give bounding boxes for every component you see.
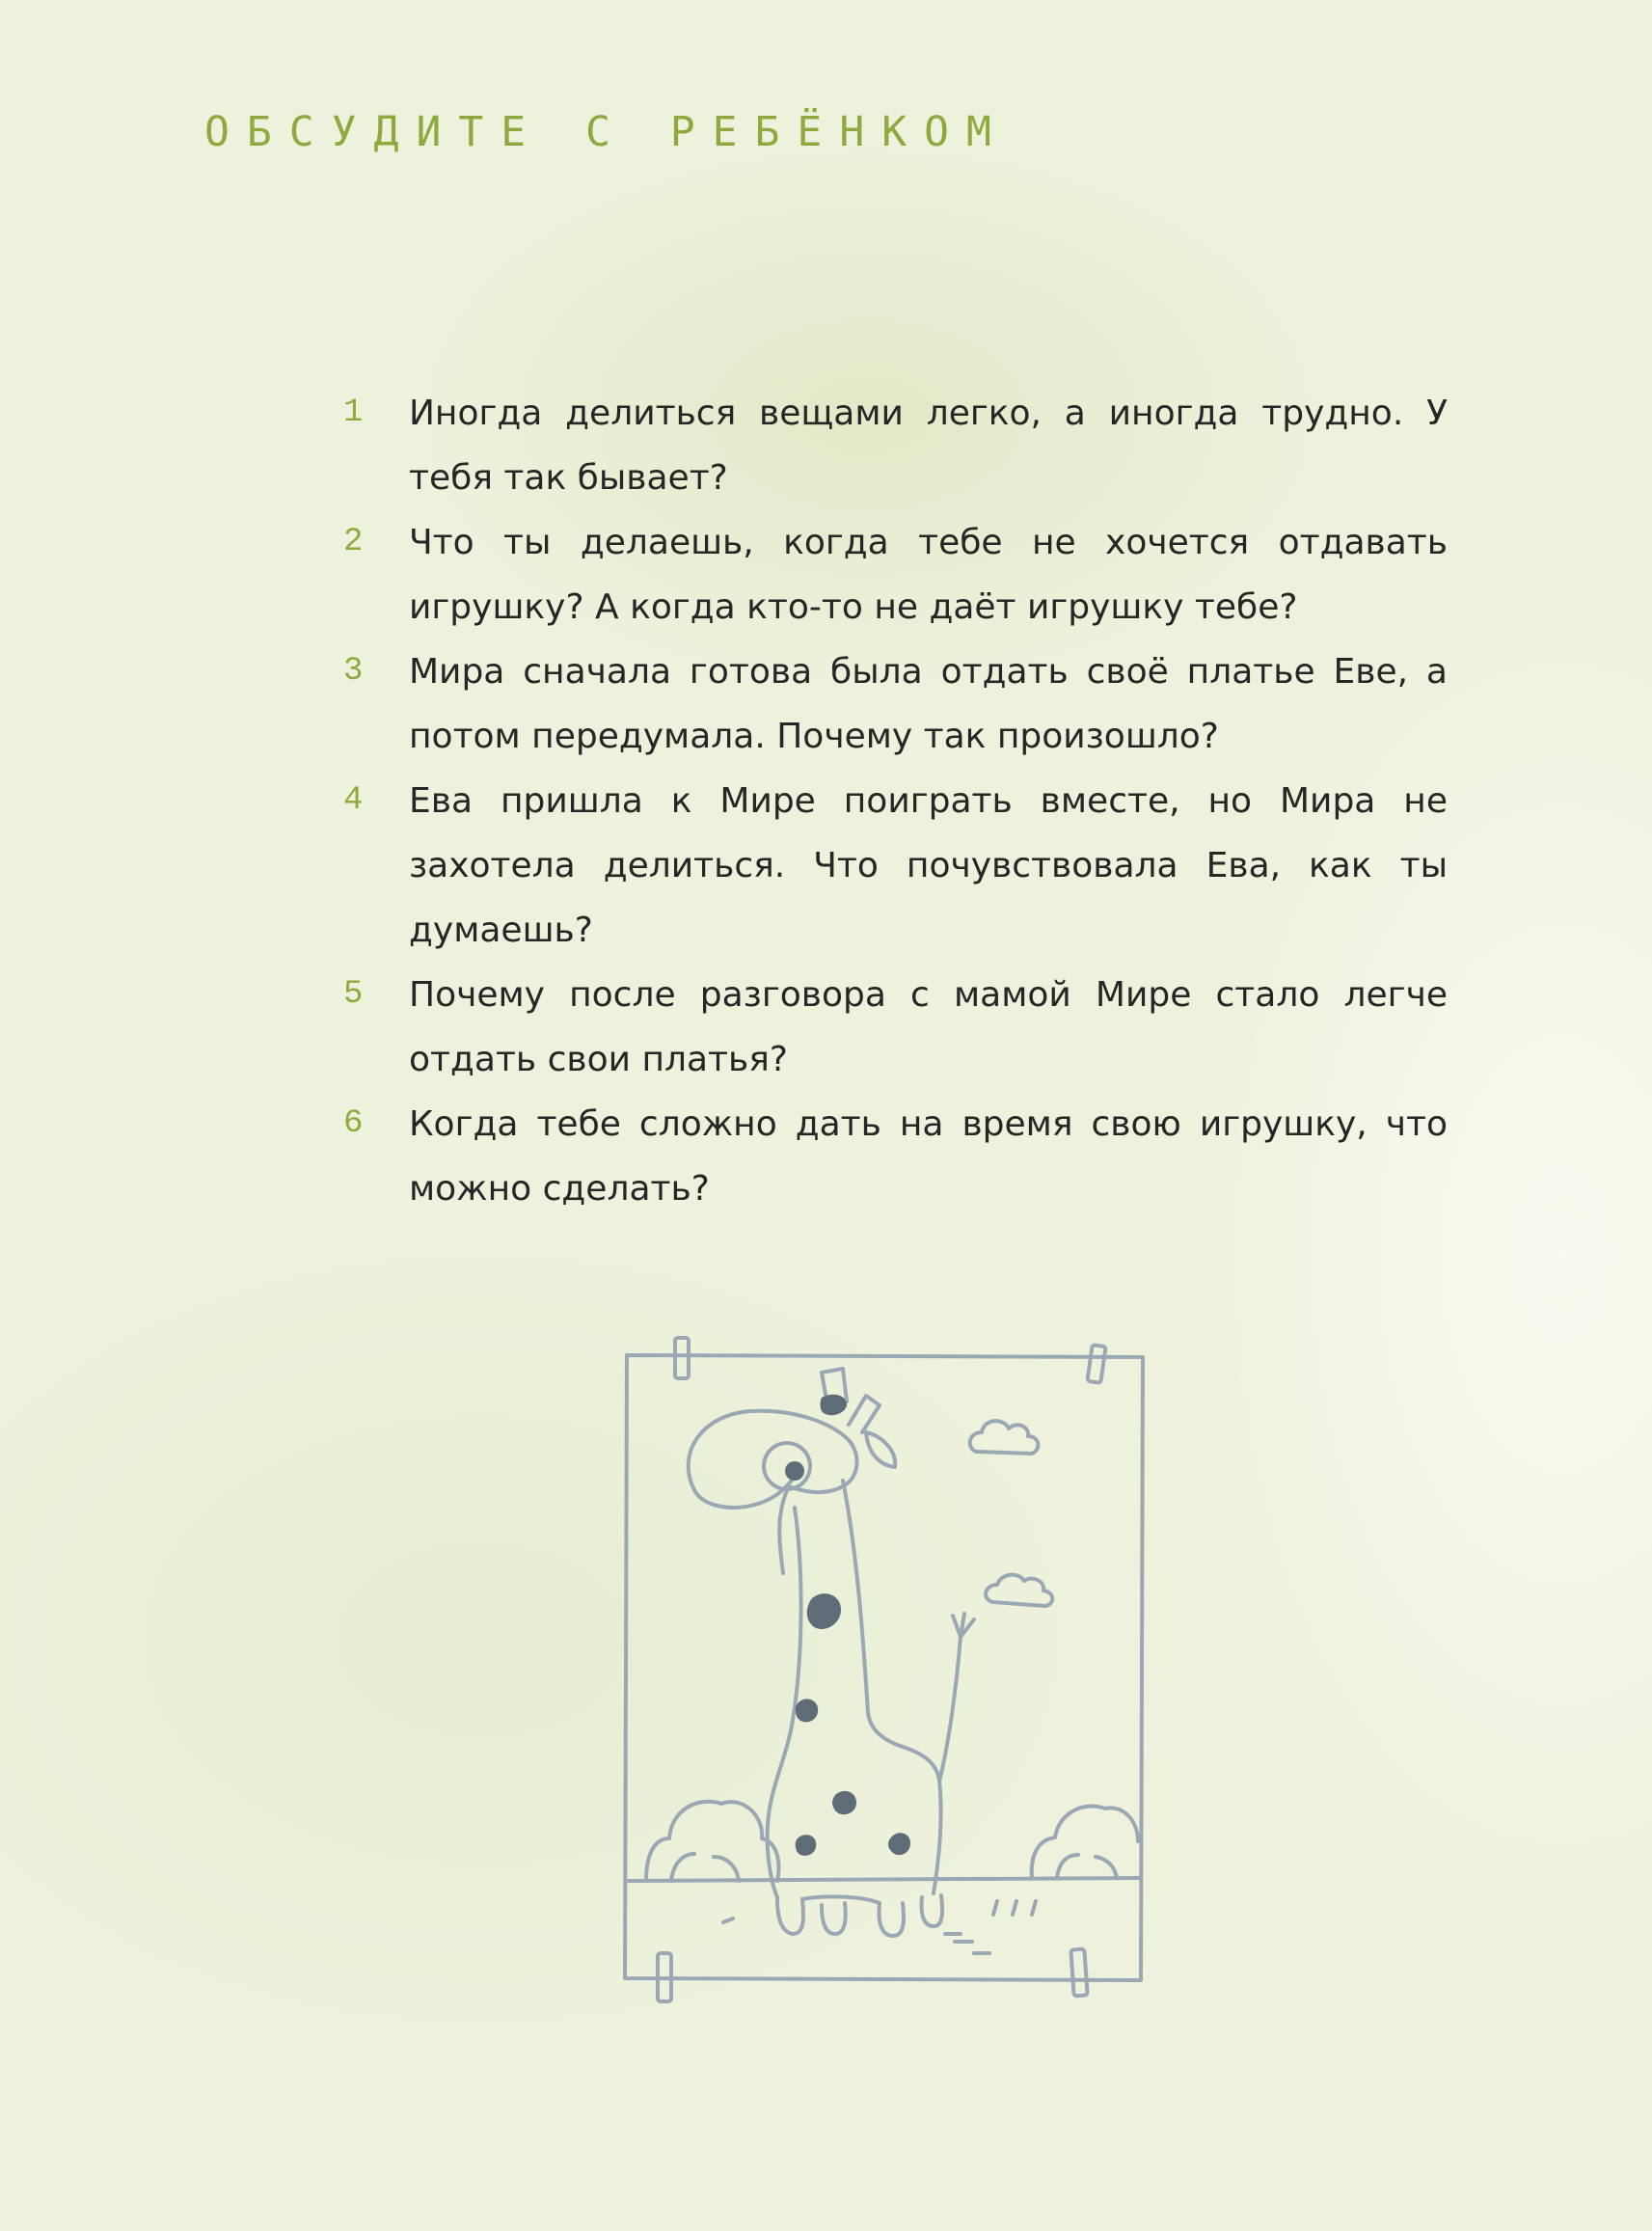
question-item (343, 1092, 1448, 1221)
bush-right-inner (1057, 1855, 1117, 1878)
tape-bottom-right (1070, 1949, 1087, 1997)
giraffe-tail-tuft (953, 1614, 974, 1637)
page-title: ОБСУДИТЕ С РЕБЁНКОМ (204, 108, 1009, 156)
giraffe-leg-3 (880, 1903, 904, 1936)
question-number: 1 (343, 395, 364, 431)
question-text: Ева пришла к Мире поиграть вместе, но Мира не захотела делиться. Что почувствовала Ева, как ты думаешь? (409, 781, 1448, 950)
question-item (343, 963, 1448, 1092)
question-number: 2 (343, 524, 364, 560)
cloud-middle (986, 1575, 1052, 1606)
giraffe-drawing-svg (608, 1336, 1157, 2021)
giraffe-horn-2 (849, 1396, 880, 1432)
question-text: Когда тебе сложно дать на время свою игрушку, что можно сделать? (409, 1104, 1448, 1209)
giraffe-leg-2 (822, 1903, 846, 1934)
question-text: Что ты делаешь, когда тебе не хочется отдавать игрушку? А когда кто-то не даёт игрушку тебе? (409, 523, 1448, 627)
tape-top-left (675, 1338, 689, 1378)
giraffe-ear (866, 1432, 895, 1467)
giraffe-spot (807, 1593, 841, 1629)
bush-right (1032, 1807, 1138, 1878)
question-number: 6 (343, 1105, 364, 1142)
question-text: Мира сначала готова была отдать своё платье Еве, а потом передумала. Почему так произошло? (409, 652, 1448, 756)
giraffe-leg-1 (777, 1899, 803, 1934)
giraffe-pupil (785, 1461, 804, 1481)
tape-top-right (1087, 1345, 1105, 1383)
question-number: 4 (343, 782, 364, 819)
giraffe-neck-front (768, 1508, 801, 1897)
question-list (343, 381, 1448, 1221)
giraffe-belly (934, 1780, 941, 1893)
question-item (343, 769, 1448, 963)
bush-left-inner (671, 1854, 739, 1881)
question-item (343, 381, 1448, 510)
giraffe-leg-4 (922, 1895, 943, 1926)
question-text: Иногда делиться вещами легко, а иногда трудно. У тебя так бывает? (409, 394, 1448, 498)
giraffe-illustration (608, 1336, 1157, 2021)
giraffe-belly-line (802, 1896, 880, 1903)
giraffe-muzzle (694, 1477, 795, 1508)
paper-frame (625, 1355, 1143, 1980)
giraffe-spot (821, 1395, 848, 1416)
bush-left (646, 1802, 778, 1881)
giraffe-spot (888, 1833, 910, 1855)
question-text: Почему после разговора с мамой Мире стало легче отдать свои платья? (409, 975, 1448, 1079)
giraffe-spot (796, 1699, 819, 1722)
giraffe-tail (939, 1637, 961, 1782)
giraffe-spot (832, 1791, 856, 1814)
question-number: 5 (343, 976, 364, 1013)
question-number: 3 (343, 653, 364, 690)
giraffe-spot (796, 1835, 817, 1856)
giraffe-neck-back (843, 1481, 939, 1780)
question-item (343, 510, 1448, 639)
giraffe-head (689, 1411, 857, 1573)
ground-line (629, 1878, 1140, 1881)
cloud-top (970, 1421, 1039, 1454)
question-item (343, 639, 1448, 769)
